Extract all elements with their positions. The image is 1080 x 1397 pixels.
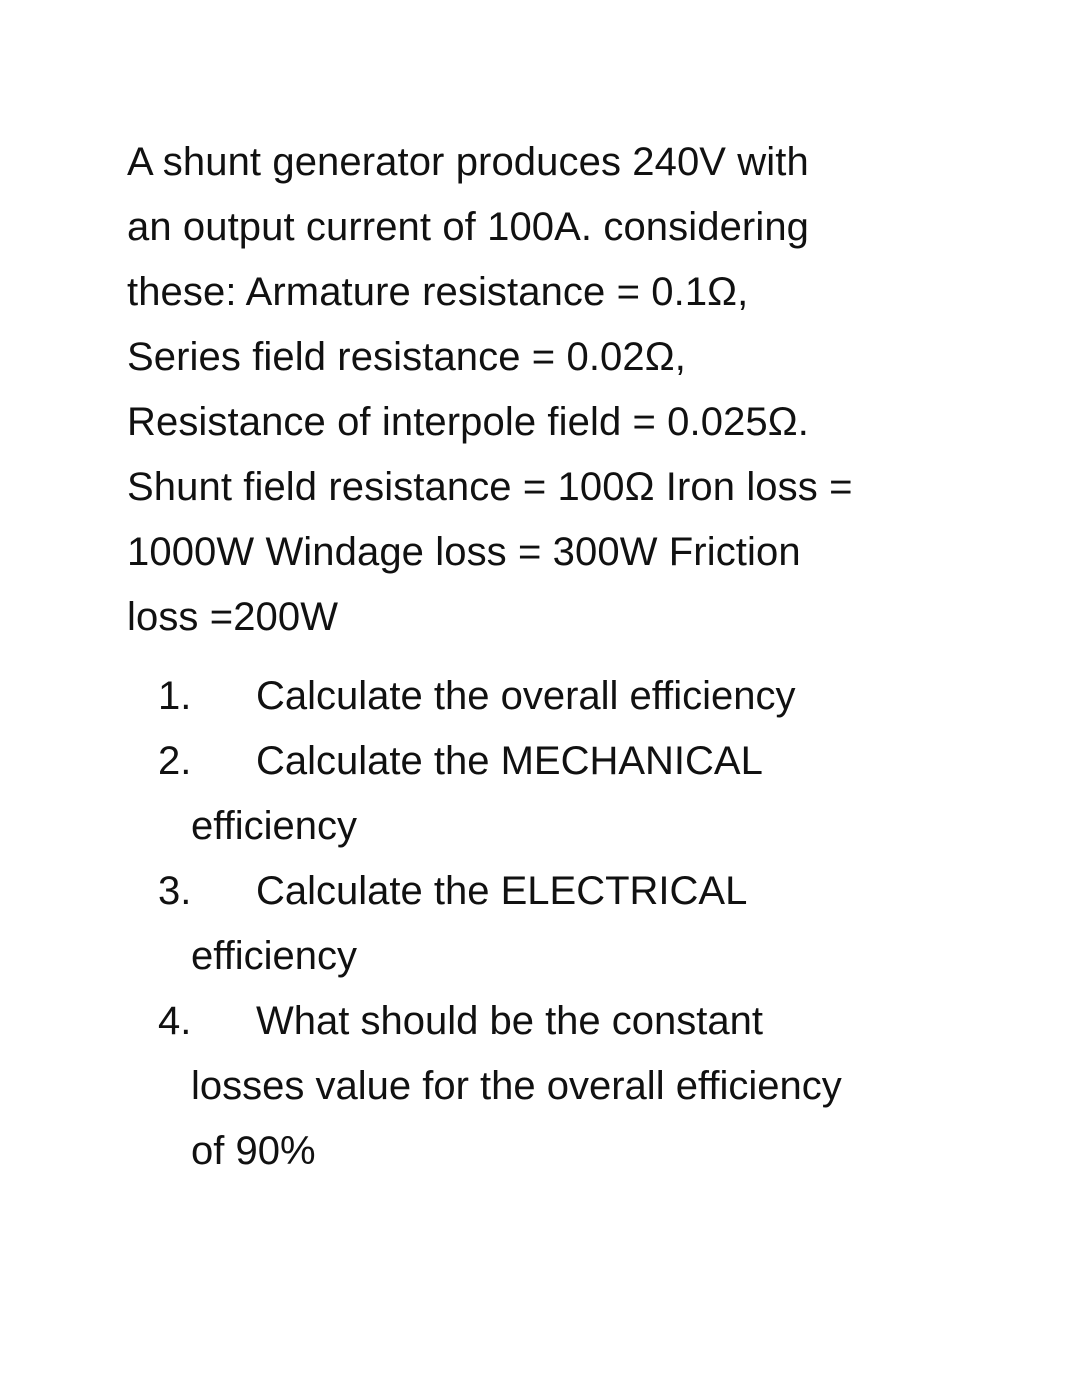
question-text: Calculate the ELECTRICAL [256, 869, 748, 913]
problem-line: Series field resistance = 0.02Ω, [127, 335, 686, 379]
question-number: 2. [158, 739, 192, 783]
question-text-continued: of 90% [191, 1129, 316, 1173]
question-text-continued: losses value for the overall efficiency [191, 1064, 842, 1108]
problem-line: these: Armature resistance = 0.1Ω, [127, 270, 749, 314]
problem-line: loss =200W [127, 595, 339, 639]
problem-line: Resistance of interpole field = 0.025Ω. [127, 400, 809, 444]
problem-line: Shunt field resistance = 100Ω Iron loss = [127, 465, 853, 509]
question-text: Calculate the overall efficiency [256, 674, 796, 718]
question-text-continued: efficiency [191, 934, 358, 978]
problem-line: 1000W Windage loss = 300W Friction [127, 530, 801, 574]
question-number: 3. [158, 869, 192, 913]
question-text: What should be the constant [256, 999, 763, 1043]
question-text-continued: efficiency [191, 804, 358, 848]
problem-line: an output current of 100A. considering [127, 205, 810, 249]
problem-line: A shunt generator produces 240V with [127, 140, 809, 184]
question-number: 4. [158, 999, 192, 1043]
question-text: Calculate the MECHANICAL [256, 739, 763, 783]
question-number: 1. [158, 674, 192, 718]
